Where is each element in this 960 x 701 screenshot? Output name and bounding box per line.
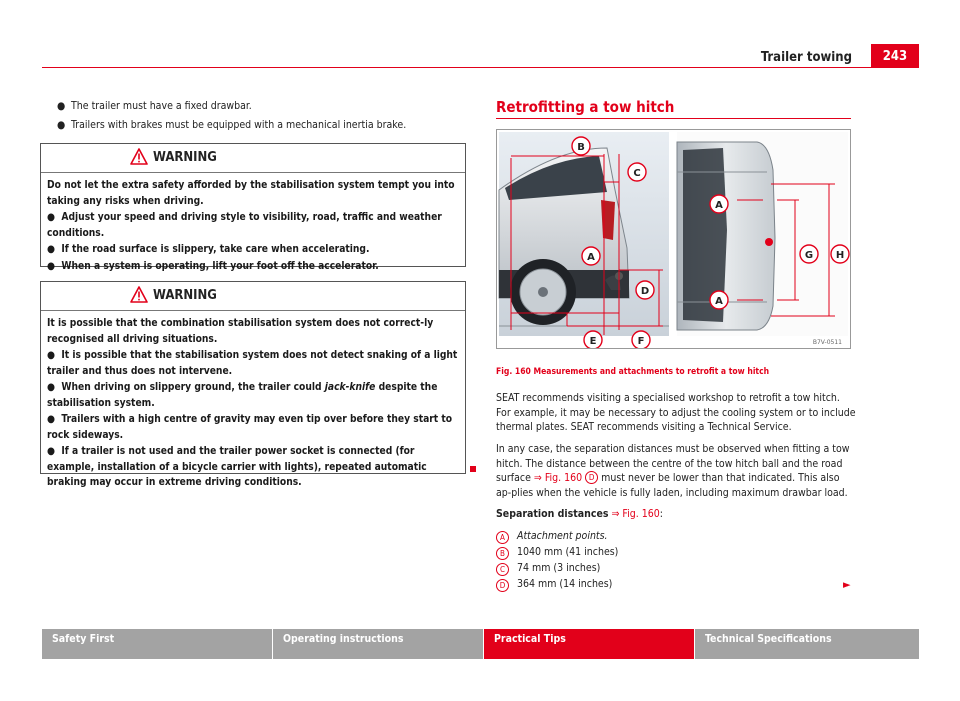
warning-triangle-icon — [130, 286, 148, 303]
tow-hitch-diagram — [497, 130, 850, 348]
list-item — [496, 562, 856, 578]
section-rule — [496, 118, 851, 119]
figure-link[interactable]: ⇒ Fig. 160 — [533, 472, 583, 484]
footer-tab-safety-first[interactable]: Safety First — [42, 629, 272, 659]
warning-item: ● Adjust your speed and driving style to visibility, road, traffic and weather conditions. — [47, 212, 442, 239]
header-rule — [42, 67, 919, 68]
figure-caption: Fig. 160 Measurements and attachments to retrofit a tow hitch — [496, 367, 770, 377]
section-end-marker — [470, 466, 476, 472]
bullet-text: Trailers with brakes must be equipped with a mechanical inertia brake. — [71, 119, 407, 131]
footer-tab-technical-specifications[interactable]: Technical Specifications — [695, 629, 919, 659]
section-title: Retrofitting a tow hitch — [496, 98, 675, 116]
list-tag: A — [496, 531, 509, 544]
list-tag: C — [496, 563, 509, 576]
fig-label-H: H — [835, 250, 845, 261]
warning-item: ● When driving on slippery ground, the trailer could jack-knife despite the stabilisation system. — [47, 382, 438, 409]
list-item — [496, 578, 856, 594]
list-tag: D — [496, 579, 509, 592]
separation-heading: Separation distances ⇒ Fig. 160: — [496, 508, 663, 520]
fig-label-A-bottom: A — [715, 296, 723, 307]
warning-item: ● Trailers with a high centre of gravity may even tip over before they start to rock sideways. — [47, 414, 453, 441]
fig-label-G: G — [804, 250, 814, 261]
list-text: 74 mm (3 inches) — [517, 562, 601, 574]
warning-box — [40, 281, 466, 488]
fig-label-C: C — [633, 168, 641, 179]
warning-title: WARNING — [153, 288, 217, 303]
warning-item: ● If a trailer is not used and the trailer power socket is connected (for example, installation of a bicycle carrier with lights), repeated automatic braking may occur in extreme driving conditions. — [47, 446, 427, 488]
list-item — [496, 546, 856, 562]
warning-header — [41, 282, 465, 311]
bullet-item — [57, 99, 252, 113]
fig-label-A: A — [587, 252, 595, 263]
continue-arrow-icon: ► — [843, 578, 851, 591]
label-D-inline: D — [585, 471, 598, 484]
warning-item: ● When a system is operating, lift your foot off the accelerator. — [47, 260, 379, 272]
fig-label-B: B — [577, 142, 585, 153]
footer-tab-practical-tips[interactable]: Practical Tips — [484, 629, 694, 659]
warning-title: WARNING — [153, 150, 217, 165]
list-tag: B — [496, 547, 509, 560]
fig-label-E: E — [589, 336, 597, 347]
bullet-text: The trailer must have a fixed drawbar. — [71, 100, 252, 112]
tow-hitch-figure — [496, 129, 851, 349]
hitch-point-top — [765, 238, 773, 246]
fig-label-A-top: A — [715, 200, 723, 211]
paragraph: In any case, the separation distances must be observed when fitting a tow hitch. The distance between the centre of the tow hitch ball and the road surface ⇒ Fig. 160 D must never be lower than that indicated. This also ap-plies when the vehicle is fully laden, including maximum drawbar load. — [496, 443, 850, 499]
fig-label-F: F — [637, 336, 645, 347]
warning-item: ● If the road surface is slippery, take care when accelerating. — [47, 244, 370, 255]
list-text: Attachment points. — [517, 530, 608, 542]
list-text: 1040 mm (41 inches) — [517, 546, 619, 558]
footer-tab-operating-instructions[interactable]: Operating instructions — [273, 629, 483, 659]
page-number: 243 — [871, 44, 919, 68]
figure-code: B7V-0511 — [812, 339, 842, 346]
warning-body — [41, 173, 465, 280]
figure-link[interactable]: ⇒ Fig. 160 — [611, 508, 660, 520]
warning-intro: Do not let the extra safety afforded by the stabilisation system tempt you into taking any risks when driving. — [47, 180, 455, 207]
warning-item: ● It is possible that the stabilisation system does not detect snaking of a light trailer and thus does not intervene. — [47, 350, 458, 377]
bullet-dot: ● — [57, 100, 66, 112]
bullet-item — [57, 118, 406, 132]
running-header-title: Trailer towing — [760, 50, 852, 65]
fig-label-D: D — [640, 286, 650, 297]
list-item — [496, 530, 856, 546]
warning-triangle-icon — [130, 148, 148, 165]
paragraph: SEAT recommends visiting a specialised workshop to retrofit a tow hitch. For example, it may be necessary to adjust the cooling system or to include thermal plates. SEAT recommends visiting a Technical Service. — [496, 392, 856, 433]
warning-header — [41, 144, 465, 173]
warning-box — [40, 143, 466, 272]
tail-light — [601, 200, 615, 240]
warning-intro: It is possible that the combination stabilisation system does not correct-ly recognised all driving situations. — [47, 318, 434, 345]
bullet-dot: ● — [57, 119, 66, 131]
rear-wheel-hub — [538, 287, 548, 297]
warning-body — [41, 311, 465, 497]
list-text: 364 mm (14 inches) — [517, 578, 613, 590]
